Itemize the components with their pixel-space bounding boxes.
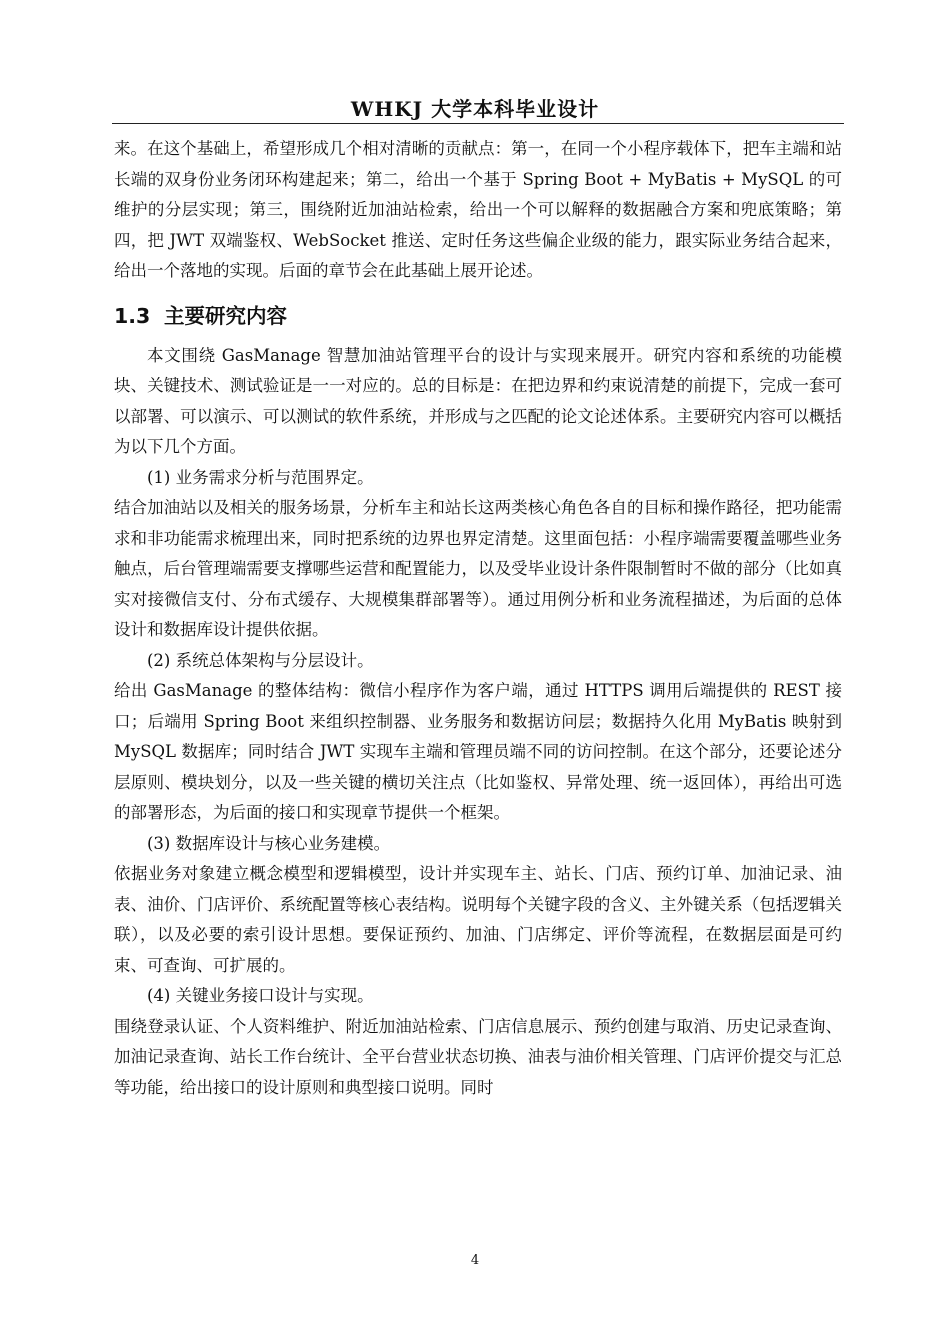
header-title: WHKJ 大学本科毕业设计	[350, 97, 600, 121]
section-title: 主要研究内容	[164, 303, 287, 328]
item-paragraph: 给出 GasManage 的整体结构：微信小程序作为客户端，通过 HTTPS 调用后端提供的 REST 接口；后端用 Spring Boot 来组织控制器、业务服务和数据访问层；数据持久化用 MyBatis 映射到 MySQL 数据库；同时结合 JWT 实现车主端和管理员端不同的访问控制。在这个部分，还要论述分层原则、模块划分，以及一些关键的横切关注点（比如鉴权、异常处理、统一返回体），再给出可选的部署形态，为后面的接口和实现章节提供一个框架。	[114, 681, 842, 822]
header-divider	[112, 123, 844, 124]
item-paragraph: 依据业务对象建立概念模型和逻辑模型，设计并实现车主、站长、门店、预约订单、加油记录、油表、油价、门店评价、系统配置等核心表结构。说明每个关键字段的含义、主外键关系（包括逻辑关联），以及必要的索引设计思想。要保证预约、加油、门店绑定、评价等流程，在数据层面是可约束、可查询、可扩展的。	[114, 864, 842, 975]
item-title: (2) 系统总体架构与分层设计。	[147, 650, 374, 670]
item-title: (4) 关键业务接口设计与实现。	[147, 986, 374, 1005]
item-title: (3) 数据库设计与核心业务建模。	[147, 833, 391, 853]
section-number: 1.3	[114, 303, 151, 328]
document-body	[114, 134, 842, 1103]
item-title: (1) 业务需求分析与范围界定。	[147, 467, 374, 487]
item-paragraph: 结合加油站以及相关的服务场景，分析车主和站长这两类核心角色各自的目标和操作路径，把功能需求和非功能需求梳理出来，同时把系统的边界也界定清楚。这里面包括：小程序端需要覆盖哪些业务触点，后台管理端需要支撑哪些运营和配置能力，以及受毕业设计条件限制暂时不做的部分（比如真实对接微信支付、分布式缓存、大规模集群部署等）。通过用例分析和业务流程描述，为后面的总体设计和数据库设计提供依据。	[114, 498, 842, 639]
section-heading	[114, 287, 842, 341]
page-number: 4	[470, 1253, 480, 1268]
item-paragraph: 围绕登录认证、个人资料维护、附近加油站检索、门店信息展示、预约创建与取消、历史记录查询、加油记录查询、站长工作台统计、全平台营业状态切换、油表与油价相关管理、门店评价提交与汇总等功能，给出接口的设计原则和典型接口说明。同时	[114, 1016, 842, 1097]
overview-paragraph: 本文围绕 GasManage 智慧加油站管理平台的设计与实现来展开。研究内容和系统的功能模块、关键技术、测试验证是一一对应的。总的目标是：在把边界和约束说清楚的前提下，完成一套可以部署、可以演示、可以测试的软件系统，并形成与之匹配的论文论述体系。主要研究内容可以概括为以下几个方面。	[114, 345, 842, 456]
intro-paragraph: 来。在这个基础上，希望形成几个相对清晰的贡献点：第一，在同一个小程序载体下，把车主端和站长端的双身份业务闭环构建起来；第二，给出一个基于 Spring Boot + MyBatis + MySQL 的可维护的分层实现；第三，围绕附近加油站检索，给出一个可以解释的数据融合方案和兜底策略；第四，把 JWT 双端鉴权、WebSocket 推送、定时任务这些偏企业级的能力，跟实际业务结合起来，给出一个落地的实现。后面的章节会在此基础上展开论述。	[114, 139, 842, 280]
